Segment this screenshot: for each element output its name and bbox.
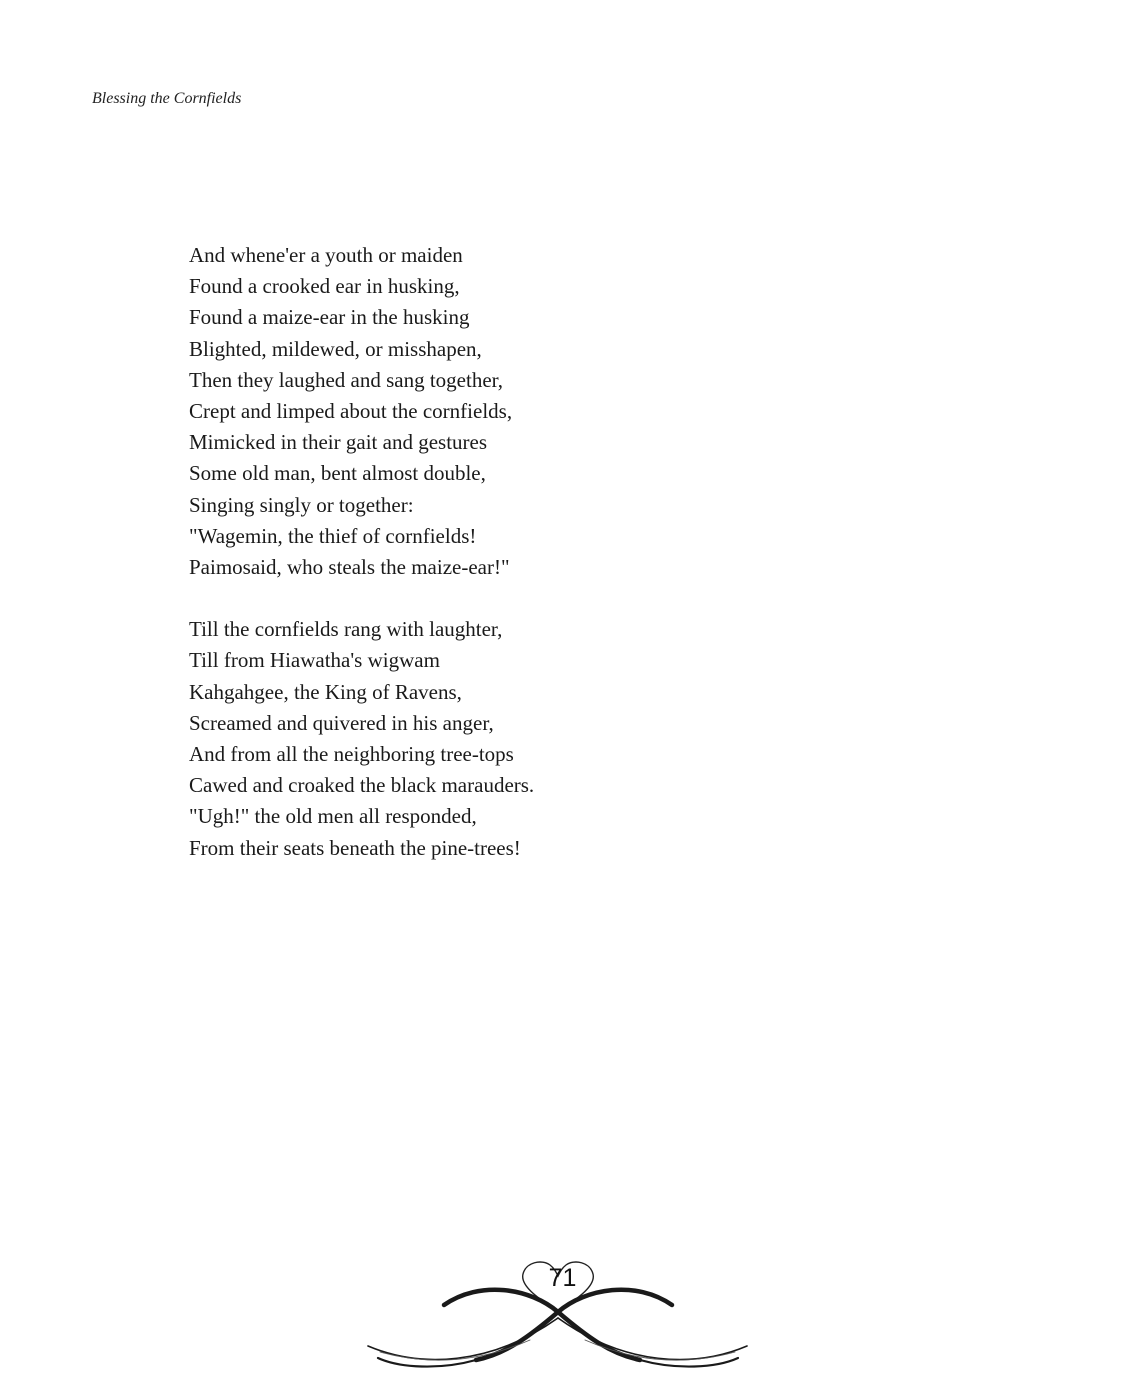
poem-line: Found a crooked ear in husking, xyxy=(189,274,460,299)
poem-line: Crept and limped about the cornfields, xyxy=(189,399,513,424)
poem-line: Blighted, mildewed, or misshapen, xyxy=(189,336,482,361)
running-header: Blessing the Cornfields xyxy=(92,90,242,107)
stanza-2 xyxy=(189,614,534,864)
poem-line: Screamed and quivered in his anger, xyxy=(189,710,494,735)
poem-line: "Ugh!" the old men all responded, xyxy=(189,804,477,829)
poem-line: Cawed and croaked the black marauders. xyxy=(189,773,535,798)
poem-line: And whene'er a youth or maiden xyxy=(189,243,463,267)
poem-line: Kahgahgee, the King of Ravens, xyxy=(189,679,462,704)
poem-line: Some old man, bent almost double, xyxy=(189,461,486,486)
poem-line: Till from Hiawatha's wigwam xyxy=(189,648,440,673)
poem-line: "Wagemin, the thief of cornfields! xyxy=(189,523,477,548)
poem-line: Paimosaid, who steals the maize-ear!" xyxy=(189,555,510,580)
poem-line: Singing singly or together: xyxy=(189,492,414,517)
poem-line: Then they laughed and sang together, xyxy=(189,367,504,392)
page-footer-ornament xyxy=(360,1250,755,1375)
poem-line: Mimicked in their gait and gestures xyxy=(189,430,488,455)
poem-body xyxy=(189,240,534,895)
poem-line: And from all the neighboring tree-tops xyxy=(189,742,514,767)
poem-line: Till the cornfields rang with laughter, xyxy=(189,617,503,642)
page-number: 71 xyxy=(548,1264,577,1292)
poem-line: Found a maize-ear in the husking xyxy=(189,305,470,330)
poem-line: From their seats beneath the pine-trees! xyxy=(189,835,521,860)
stanza-1 xyxy=(189,240,534,583)
